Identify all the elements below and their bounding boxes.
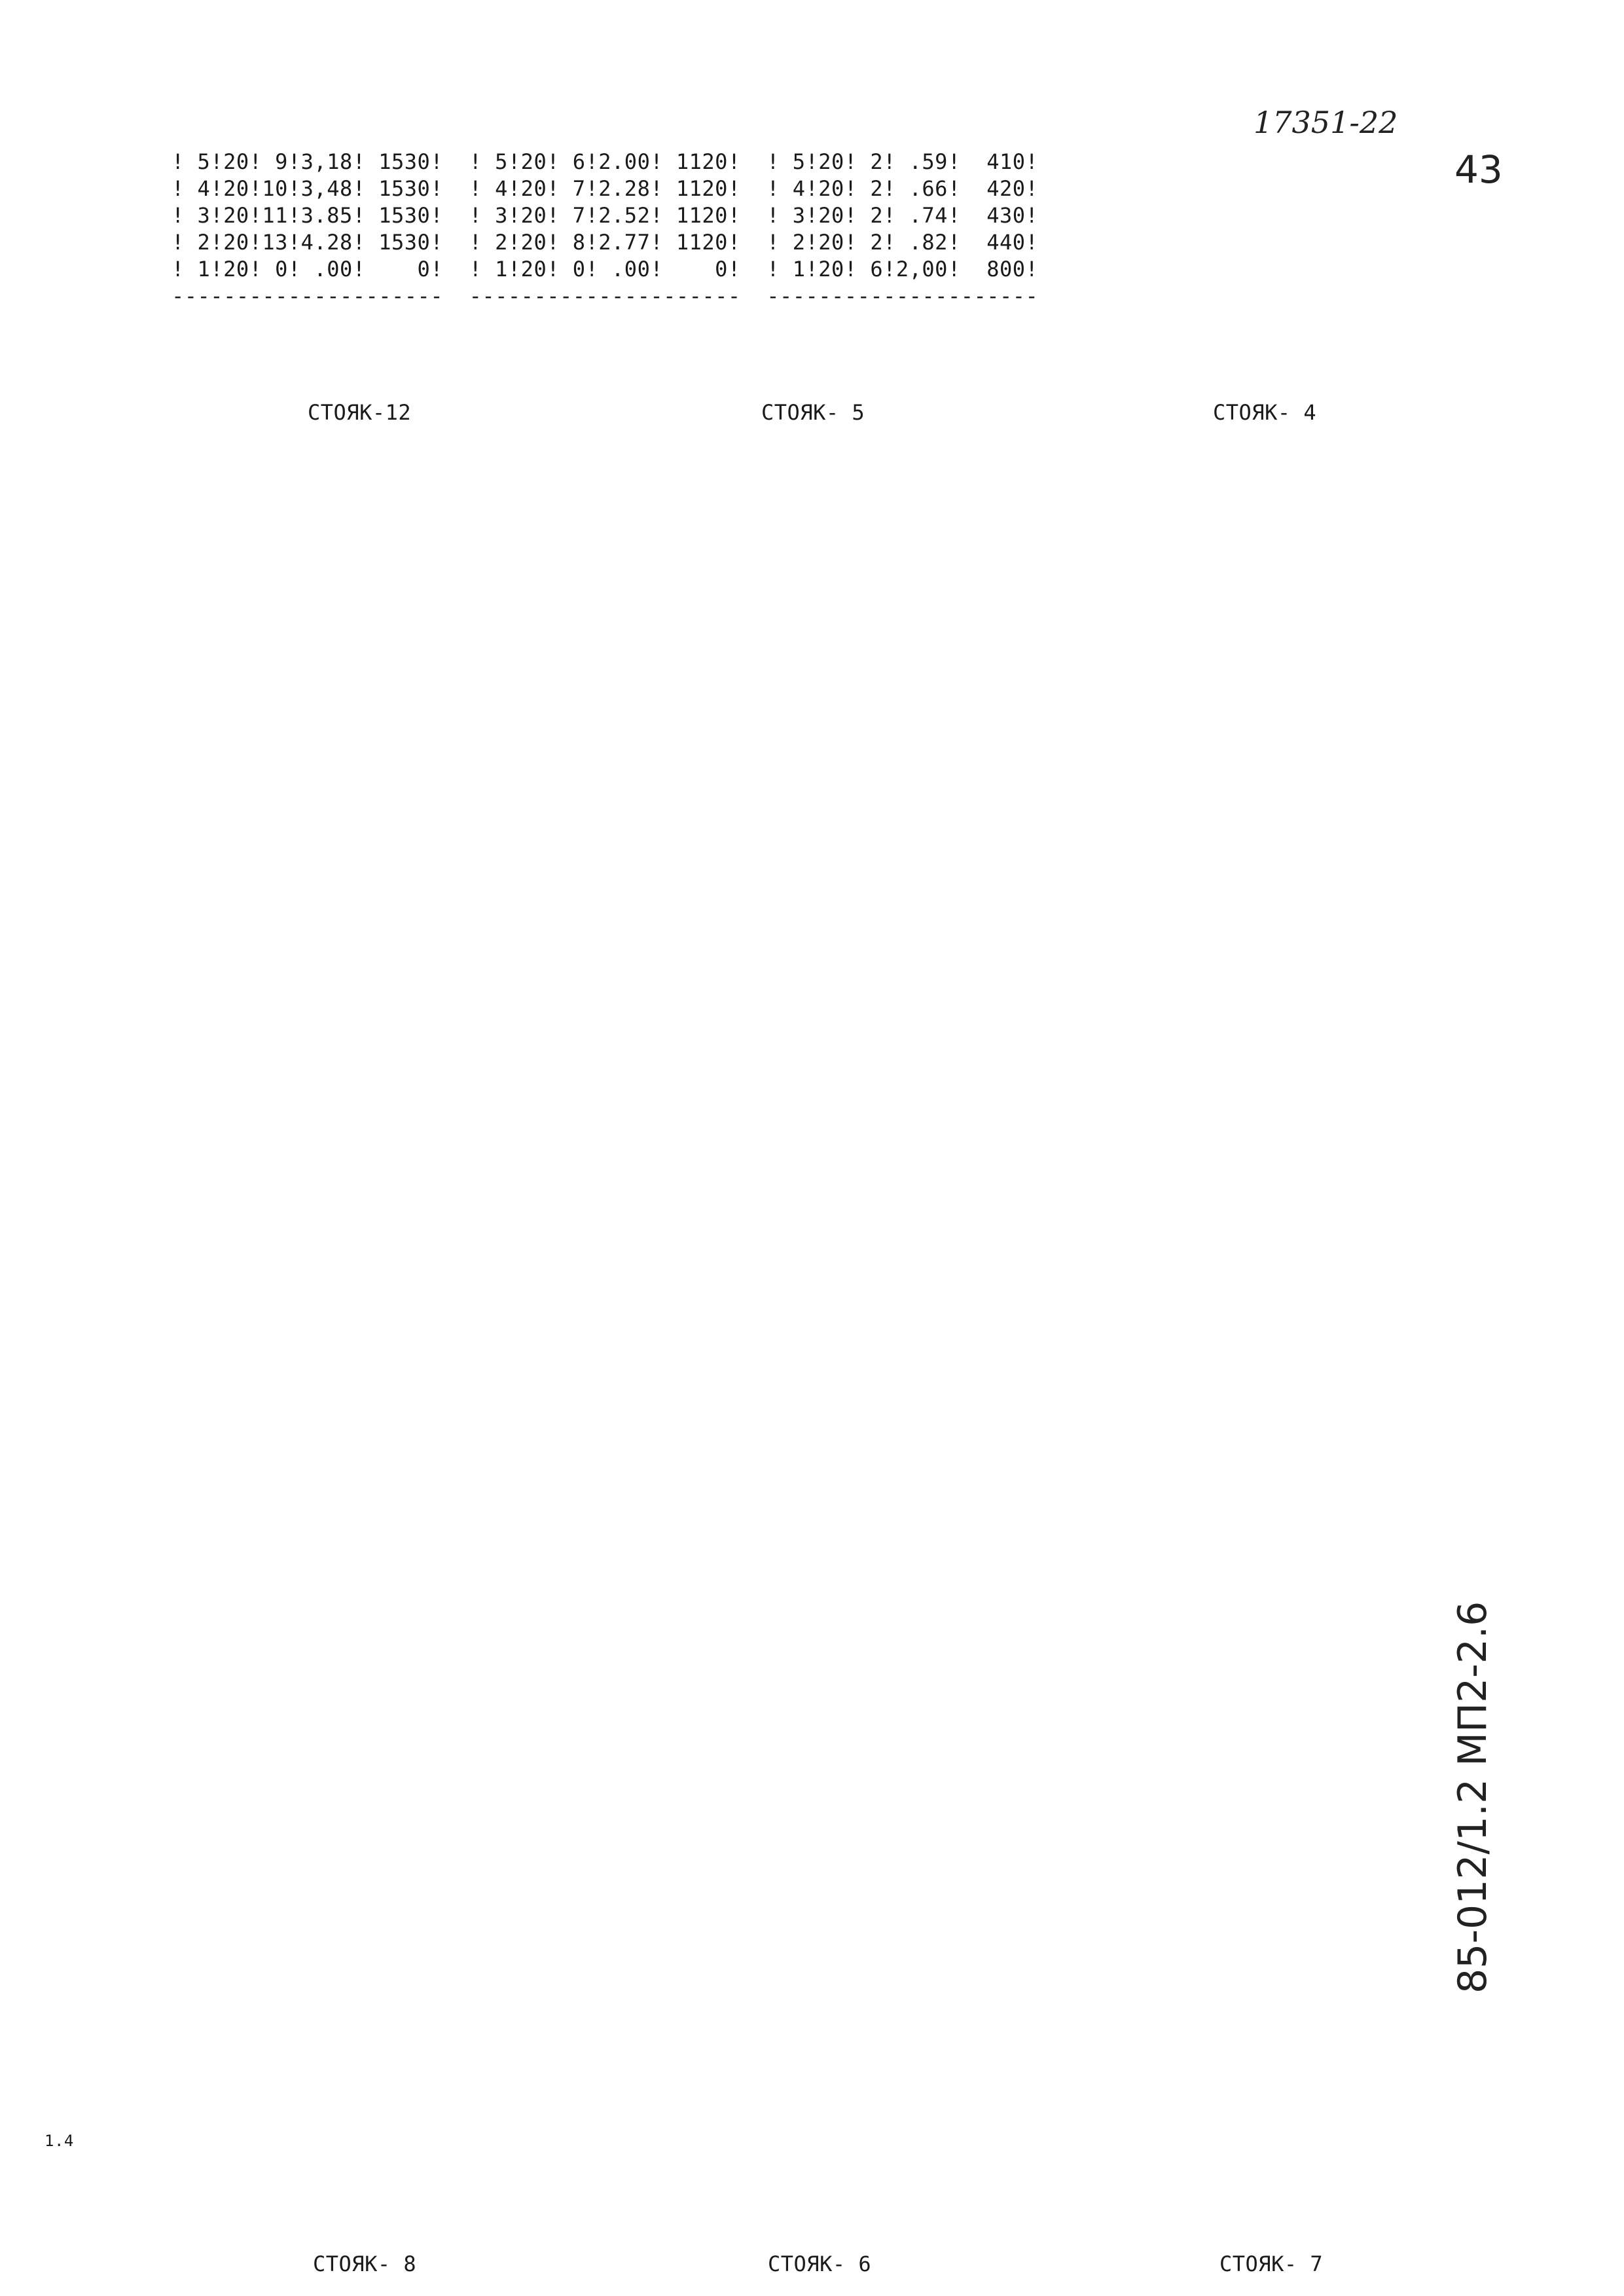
table-row: ! 4!20!10!3,48! 1530! ! 4!20! 7!2.28! 1120! ! 4!20! 2! .66! 420! — [171, 176, 1039, 201]
table-row: ! 5!20! 9!3,18! 1530! ! 5!20! 6!2.00! 1120! ! 5!20! 2! .59! 410! — [171, 149, 1039, 174]
heading-stoyak-8: СТОЯК- 8 — [313, 2251, 417, 2276]
heading-stoyak-6: СТОЯК- 6 — [768, 2251, 872, 2276]
side-note: 85-012/1.2 МП2-2.6 — [1450, 1601, 1496, 1994]
heading-stoyak-4: СТОЯК- 4 — [1213, 400, 1317, 425]
doc-code: 17351-22 — [1254, 105, 1398, 140]
table-row: ! 1!20! 0! .00! 0! ! 1!20! 0! .00! 0! ! 1!20! 6!2,00! 800! — [171, 257, 1039, 282]
heading-stoyak-5: СТОЯК- 5 — [761, 400, 865, 425]
table-row: --------------------- --------------------- --------------------- — [171, 283, 1039, 308]
table-row: ! 3!20!11!3.85! 1530! ! 3!20! 7!2.52! 1120! ! 3!20! 2! .74! 430! — [171, 203, 1039, 228]
top-table-block — [171, 149, 1038, 310]
table-row: ! 2!20!13!4.28! 1530! ! 2!20! 8!2.77! 1120! ! 2!20! 2! .82! 440! — [171, 230, 1039, 255]
margin-mark: 1.4 — [45, 2132, 74, 2150]
heading-stoyak-12: СТОЯК-12 — [308, 400, 412, 425]
page-number: 43 — [1454, 147, 1503, 192]
heading-stoyak-7: СТОЯК- 7 — [1219, 2251, 1324, 2276]
